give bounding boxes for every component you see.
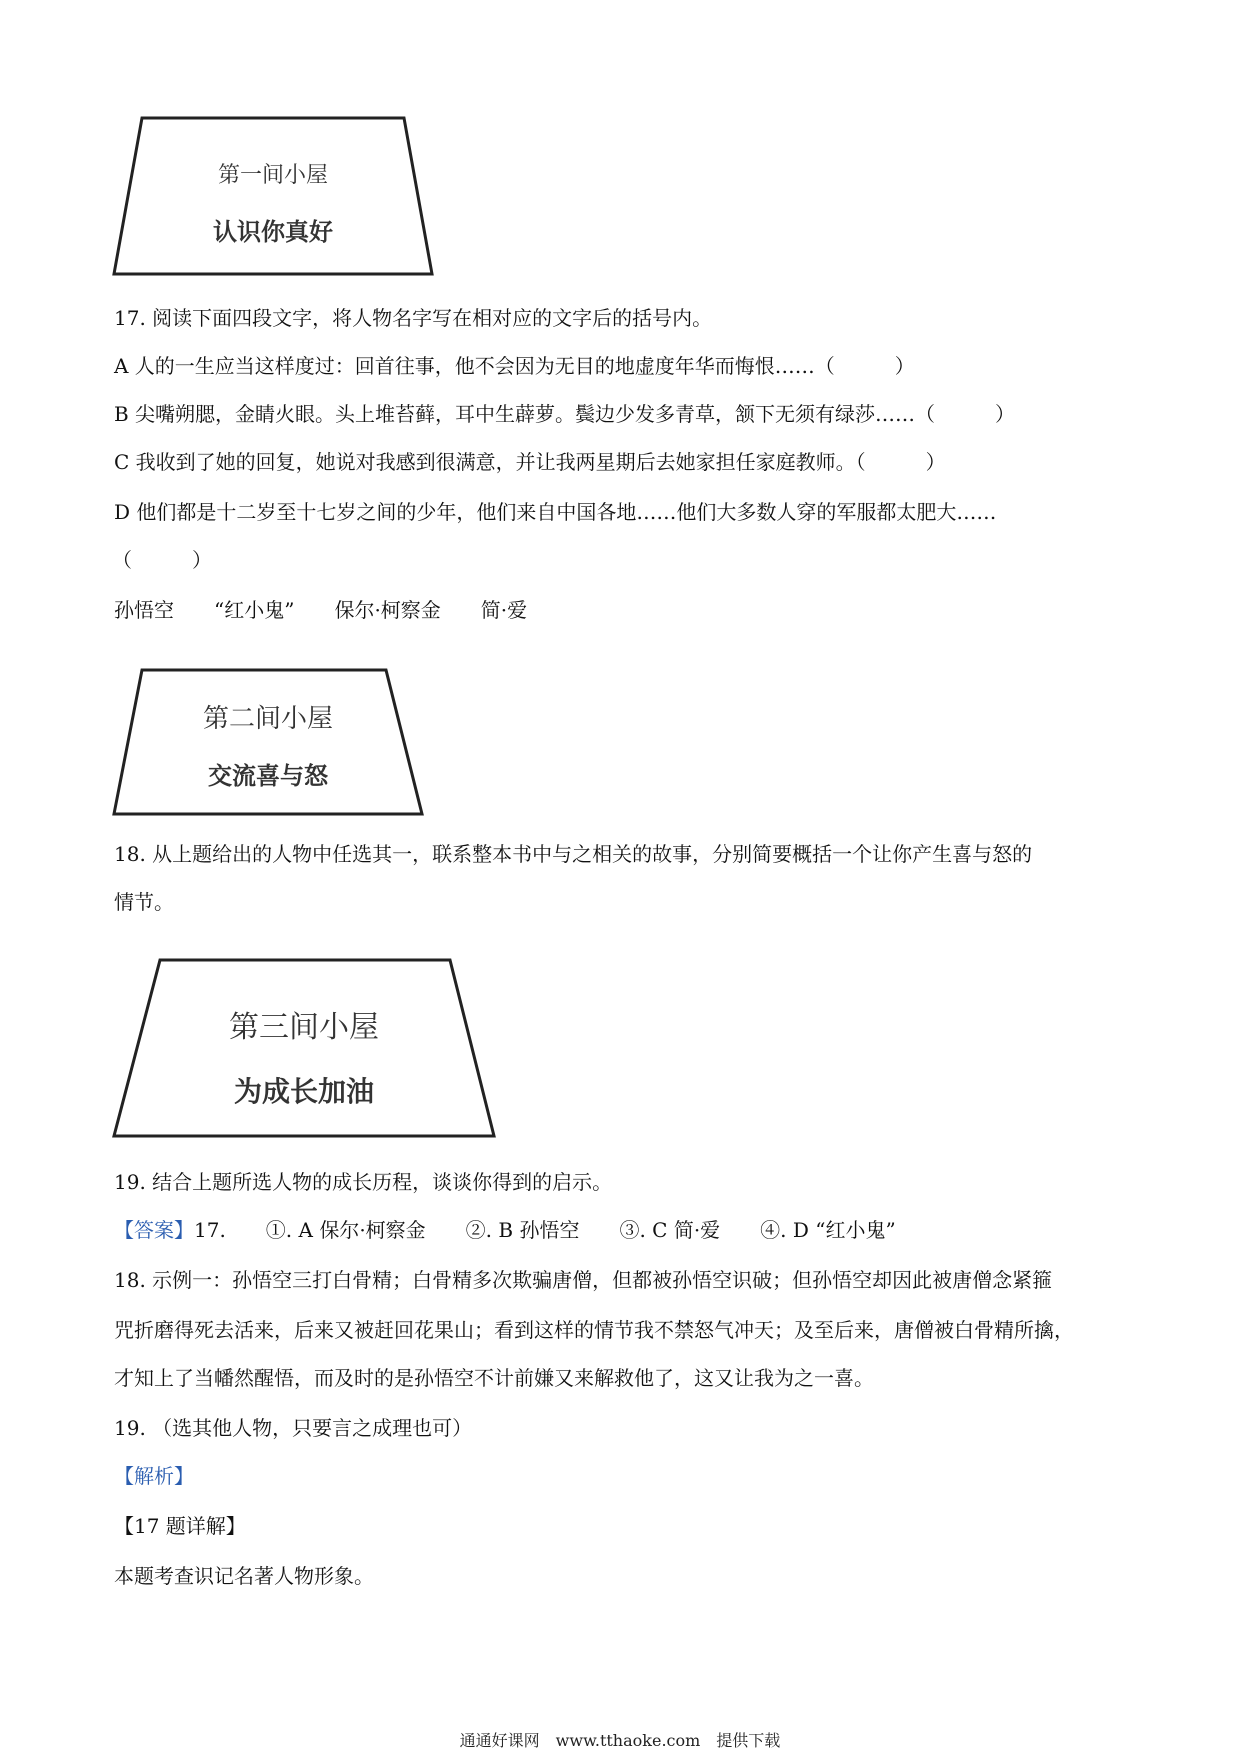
room-2-box bbox=[112, 668, 424, 816]
q18-line-2: 情节。 bbox=[114, 890, 174, 914]
answer-18-line-1: 18. 示例一：孙悟空三打白骨精；白骨精多次欺骗唐僧，但都被孙悟空识破；但孙悟空却因此被唐僧念紧箍 bbox=[114, 1268, 1053, 1292]
analysis-tag: 【解析】 bbox=[114, 1464, 194, 1488]
room-2-frame bbox=[112, 668, 424, 816]
room-2-subtitle: 交流喜与怒 bbox=[208, 762, 328, 790]
q17-names: 孙悟空 “红小鬼” 保尔·柯察金 简·爱 bbox=[114, 598, 528, 622]
analysis-text: 本题考查识记名著人物形象。 bbox=[114, 1564, 374, 1588]
q17-stem: 17. 阅读下面四段文字，将人物名字写在相对应的文字后的括号内。 bbox=[114, 306, 713, 330]
answer-line bbox=[114, 1214, 896, 1243]
room-1-subtitle: 认识你真好 bbox=[213, 218, 333, 246]
answer-tag: 【答案】 bbox=[114, 1218, 194, 1242]
answer-18-line-3: 才知上了当幡然醒悟，而及时的是孙悟空不计前嫌又来解救他了，这又让我为之一喜。 bbox=[114, 1366, 874, 1390]
room-3-title: 第三间小屋 bbox=[229, 1010, 379, 1045]
room-1-frame bbox=[112, 116, 434, 276]
q17-option-c: C 我收到了她的回复，她说对我感到很满意，并让我两星期后去她家担任家庭教师。（ ） bbox=[114, 450, 946, 474]
answer-19: 19. （选其他人物，只要言之成理也可） bbox=[114, 1416, 473, 1440]
q19-stem: 19. 结合上题所选人物的成长历程，谈谈你得到的启示。 bbox=[114, 1170, 613, 1194]
room-3-box bbox=[112, 958, 496, 1138]
analysis-subheading: 【17 题详解】 bbox=[114, 1514, 246, 1538]
room-1-box bbox=[112, 116, 434, 276]
q17-option-a: A 人的一生应当这样度过：回首往事，他不会因为无目的地虚度年华而悔恨……（ ） bbox=[114, 354, 915, 378]
room-2-title: 第二间小屋 bbox=[202, 704, 333, 734]
answer-18-line-2: 咒折磨得死去活来，后来又被赶回花果山；看到这样的情节我不禁怒气冲天；及至后来，唐僧被白骨精所擒， bbox=[114, 1318, 1074, 1342]
room-3-frame bbox=[112, 958, 496, 1138]
q17-option-d: D 他们都是十二岁至十七岁之间的少年，他们来自中国各地……他们大多数人穿的军服都太肥大…… bbox=[114, 500, 997, 524]
room-1-title: 第一间小屋 bbox=[217, 163, 328, 188]
room-3-subtitle: 为成长加油 bbox=[233, 1075, 374, 1108]
q18-line-1: 18. 从上题给出的人物中任选其一，联系整本书中与之相关的故事，分别简要概括一个让你产生喜与怒的 bbox=[114, 842, 1033, 866]
q17-option-b: B 尖嘴朔腮，金睛火眼。头上堆苔藓，耳中生薜萝。鬓边少发多青草，颔下无须有绿莎……（ ） bbox=[114, 402, 1016, 426]
footer: 通通好课网 www.tthaoke.com 提供下载 bbox=[459, 1731, 781, 1750]
q17-option-d-paren: （ ） bbox=[112, 548, 212, 572]
answer-17: 17. ①. A 保尔·柯察金 ②. B 孙悟空 ③. C 简·爱 ④. D “红小鬼” bbox=[194, 1218, 896, 1242]
